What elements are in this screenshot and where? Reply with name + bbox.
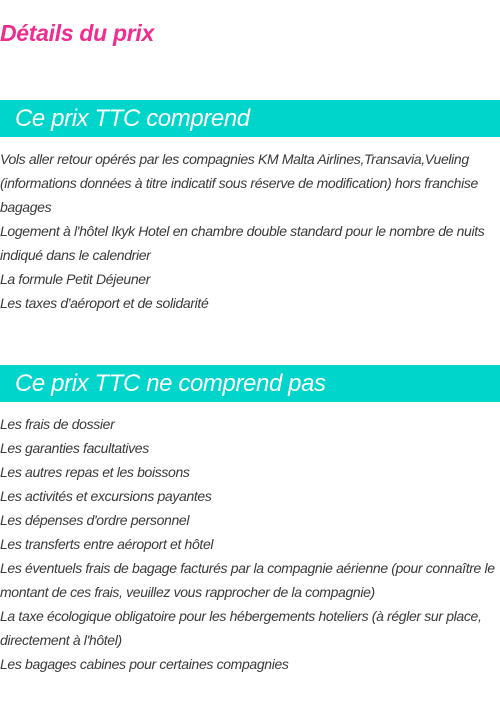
list-item: Les dépenses d'ordre personnel	[0, 512, 190, 528]
list-item: Les activités et excursions payantes	[0, 488, 212, 504]
section-header-included: Ce prix TTC comprend	[0, 100, 500, 137]
list-item: Les éventuels frais de bagage facturés par la compagnie aérienne (pour connaître le montant de ces frais, veuillez vous rapprocher de la compagnie)	[0, 560, 495, 600]
list-item: Les taxes d'aéroport et de solidarité	[0, 295, 209, 311]
list-item: Logement à l'hôtel Ikyk Hotel en chambre double standard pour le nombre de nuits indiqué dans le calendrier	[0, 223, 485, 263]
list-item: Les bagages cabines pour certaines compagnies	[0, 656, 289, 672]
list-item: Les autres repas et les boissons	[0, 464, 190, 480]
list-item: Les transferts entre aéroport et hôtel	[0, 536, 214, 552]
excluded-list	[0, 412, 500, 676]
list-item: Les garanties facultatives	[0, 440, 149, 456]
list-item: Vols aller retour opérés par les compagnies KM Malta Airlines,Transavia,Vueling (informations données à titre indicatif sous réserve de modification) hors franchise bagages	[0, 151, 478, 215]
list-item: La taxe écologique obligatoire pour les hébergements hoteliers (à régler sur place, directement à l'hôtel)	[0, 608, 482, 648]
included-list	[0, 147, 500, 315]
list-item: La formule Petit Déjeuner	[0, 271, 151, 287]
list-item: Les frais de dossier	[0, 416, 115, 432]
page-title: Détails du prix	[0, 20, 154, 46]
section-header-excluded: Ce prix TTC ne comprend pas	[0, 365, 500, 402]
